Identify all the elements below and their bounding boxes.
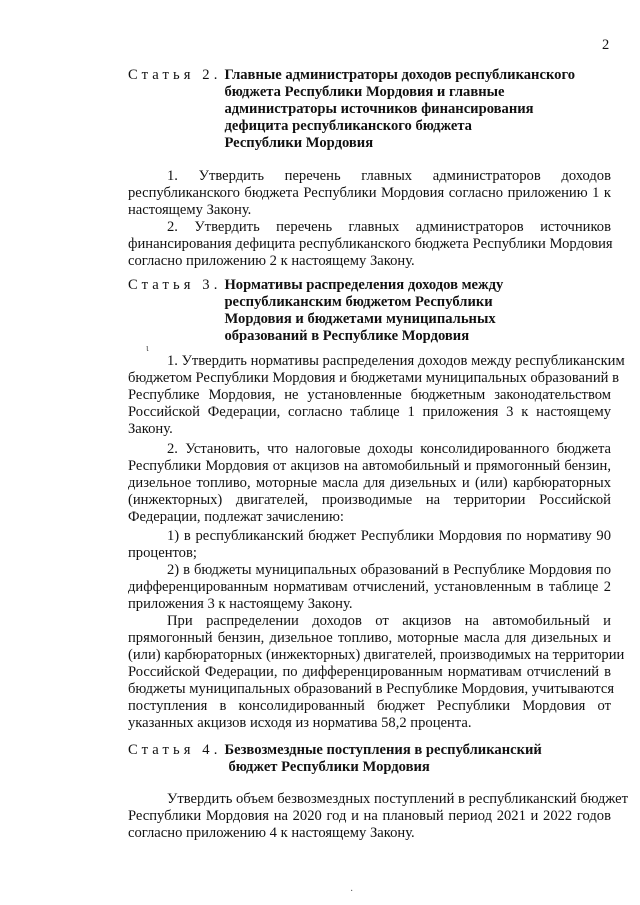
paragraph-line: бюджетом Республики Мордовия и бюджетами муниципальных образований в xyxy=(128,370,619,386)
article-3-paragraph-3 xyxy=(89,528,611,562)
article-3-paragraph-4 xyxy=(89,562,611,613)
article-2-title-line: Республики Мордовия xyxy=(224,135,374,151)
paragraph-line: 1. Утвердить перечень главных администраторов доходов xyxy=(167,168,611,184)
article-2-paragraph-2 xyxy=(89,219,611,270)
article-3-title-line: республиканским бюджетом Республики xyxy=(224,294,493,310)
article-2-heading xyxy=(128,67,575,152)
paragraph-line: 2. Утвердить перечень главных администраторов источников xyxy=(167,219,611,235)
scan-mark: · xyxy=(350,886,354,897)
scan-mark: ι xyxy=(146,343,149,354)
page-number: 2 xyxy=(602,37,610,53)
paragraph-line: Российской Федерации, по дифференцированным нормативам отчислений в xyxy=(128,664,611,680)
article-3-paragraph-2 xyxy=(89,441,611,526)
paragraph-line: 1) в республиканский бюджет Республики Мордовия по нормативу 90 xyxy=(167,528,611,544)
paragraph-line: согласно приложению 2 к настоящему Закону. xyxy=(128,253,415,269)
article-3-paragraph-5 xyxy=(89,613,625,732)
article-3-title-line: Нормативы распределения доходов между xyxy=(224,277,504,293)
article-3-paragraph-1 xyxy=(89,353,625,438)
paragraph-line: настоящему Закону. xyxy=(128,202,252,218)
paragraph-line: указанных акцизов исходя из норматива 58,2 процента. xyxy=(128,715,472,731)
paragraph-line: Утвердить объем безвозмездных поступлений в республиканский бюджет xyxy=(167,791,629,807)
paragraph-line: бюджеты муниципальных образований в Республике Мордовия, учитываются xyxy=(128,681,615,697)
article-3-title-line: Мордовия и бюджетами муниципальных xyxy=(224,311,496,327)
article-3-title-line: образований в Республике Мордовия xyxy=(224,328,470,344)
paragraph-line: приложения 3 к настоящему Закону. xyxy=(128,596,353,612)
paragraph-line: (или) карбюраторных (инжекторных) двигателей, производимых на территории xyxy=(128,647,625,663)
article-2-title-line: администраторы источников финансирования xyxy=(224,101,534,117)
paragraph-line: прямогонный бензин, дизельное топливо, моторные масла для дизельных и xyxy=(128,630,611,646)
article-2-title xyxy=(224,67,575,152)
paragraph-line: 2. Установить, что налоговые доходы консолидированного бюджета xyxy=(167,441,611,457)
paragraph-line: Федерации, подлежат зачислению: xyxy=(128,509,344,525)
article-2-title-line: Главные администраторы доходов республиканского xyxy=(224,67,576,83)
article-3-label: Статья 3. xyxy=(128,277,222,293)
paragraph-line: дифференцированным нормативам отчислений, установленным в таблице 2 xyxy=(128,579,611,595)
paragraph-line: республиканского бюджета Республики Мордовия согласно приложению 1 к xyxy=(128,185,611,201)
article-2-label: Статья 2. xyxy=(128,67,222,83)
paragraph-line: При распределении доходов от акцизов на автомобильный и xyxy=(167,613,611,629)
paragraph-line: 1. Утвердить нормативы распределения доходов между республиканским xyxy=(167,353,625,369)
paragraph-line: согласно приложению 4 к настоящему Закону. xyxy=(128,825,415,841)
paragraph-line: Республики Мордовия от акцизов на автомобильный и прямогонный бензин, xyxy=(128,458,611,474)
article-2-title-line: бюджета Республики Мордовия и главные xyxy=(224,84,505,100)
article-4-heading xyxy=(128,742,542,776)
paragraph-line: дизельное топливо, моторные масла для дизельных и (или) карбюраторных xyxy=(128,475,611,491)
article-4-label: Статья 4. xyxy=(128,742,222,758)
paragraph-line: (инжекторных) двигателей, производимые на территории Российской xyxy=(128,492,611,508)
paragraph-line: финансирования дефицита республиканского бюджета Республики Мордовия xyxy=(128,236,613,252)
paragraph-line: Российской Федерации, согласно таблице 1 приложения 3 к настоящему xyxy=(128,404,611,420)
paragraph-line: 2) в бюджеты муниципальных образований в Республике Мордовия по xyxy=(167,562,611,578)
paragraph-line: Республики Мордовия на 2020 год и на плановый период 2021 и 2022 годов xyxy=(128,808,611,824)
paragraph-line: Закону. xyxy=(128,421,173,437)
article-4-title-line: Безвозмездные поступления в республиканский xyxy=(224,742,542,758)
paragraph-line: процентов; xyxy=(128,545,197,561)
article-3-title xyxy=(224,277,503,345)
paragraph-line: поступления в консолидированный бюджет Республики Мордовия от xyxy=(128,698,611,714)
article-2-paragraph-1 xyxy=(89,168,611,219)
article-4-title-line: бюджет Республики Мордовия xyxy=(228,759,430,775)
article-2-title-line: дефицита республиканского бюджета xyxy=(224,118,472,134)
article-3-heading xyxy=(128,277,503,345)
article-4-title xyxy=(224,742,541,776)
paragraph-line: Республике Мордовия, не установленные бюджетным законодательством xyxy=(128,387,611,403)
article-4-paragraph-1 xyxy=(89,791,629,842)
